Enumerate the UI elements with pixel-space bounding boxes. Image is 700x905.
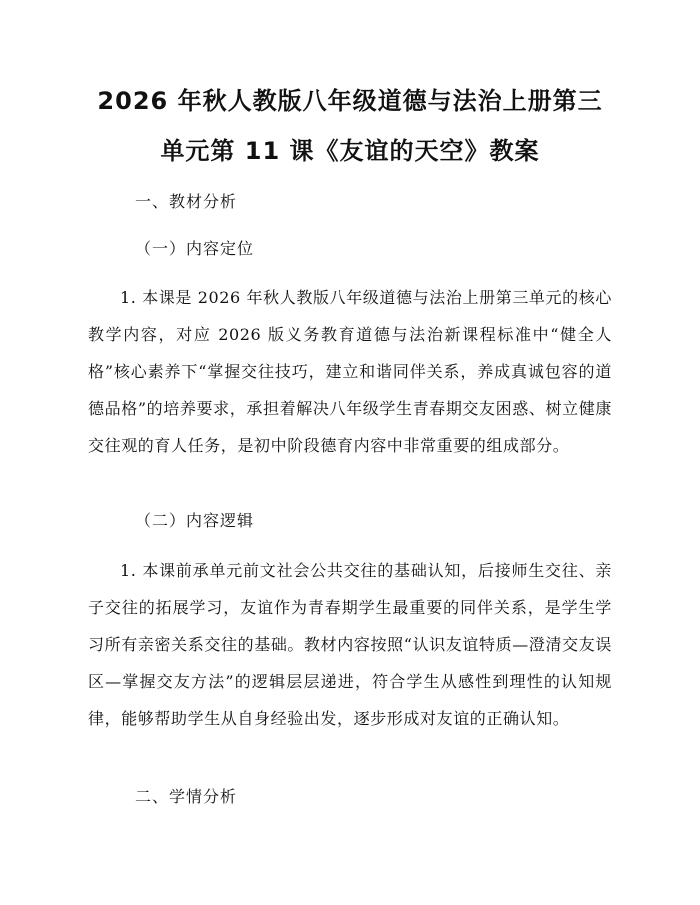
paragraph-content-logic: 1. 本课前承单元前文社会公共交往的基础认知，后接师生交往、亲子交往的拓展学习，友谊作为青春期学生最重要的同伴关系，是学生学习所有亲密关系交往的基础。教材内容按照“认识友谊特质—澄清交友误区—掌握交友方法”的逻辑层层递进，符合学生从感性到理性的认知规律，能够帮助学生从自身经验出发，逐步形成对友谊的正确认知。 [88,561,612,728]
section-heading-learner-analysis: 二、学情分析 [135,787,238,806]
subsection-heading-content-logic: （二）内容逻辑 [135,511,255,530]
section-heading-textbook-analysis: 一、教材分析 [135,192,238,211]
subsection-heading-content-positioning: （一）内容定位 [135,239,255,258]
document-title-line-2: 单元第 11 课《友谊的天空》教案 [160,137,540,165]
document-title-line-1: 2026 年秋人教版八年级道德与法治上册第三 [97,87,603,115]
paragraph-content-positioning: 1. 本课是 2026 年秋人教版八年级道德与法治上册第三单元的核心教学内容，对应 2026 版义务教育道德与法治新课程标准中“健全人格”核心素养下“掌握交往技巧，建立和谐同伴关系，养成真诚包容的道德品格”的培养要求，承担着解决八年级学生青春期交友困惑、树立健康交往观的育人任务，是初中阶段德育内容中非常重要的组成部分。 [88,288,612,455]
